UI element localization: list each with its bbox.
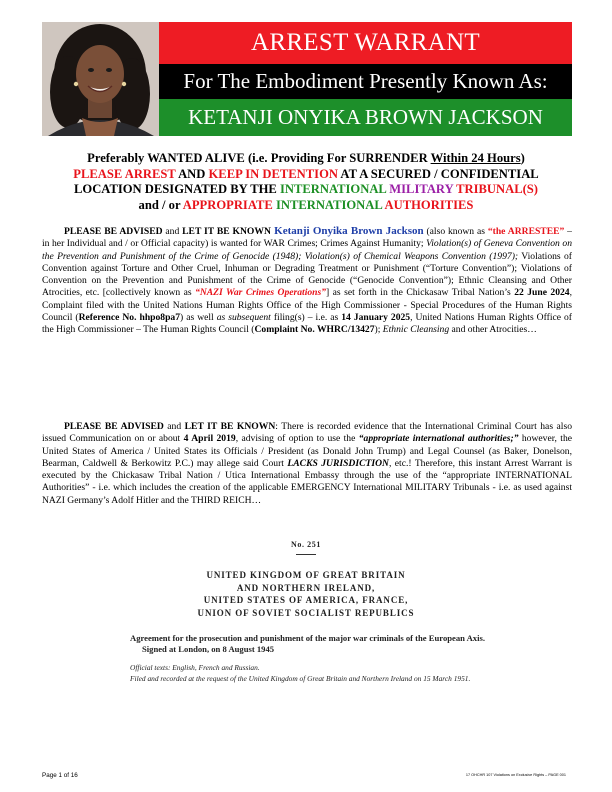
heading-text: LOCATION DESIGNATED BY THE [74, 182, 280, 196]
treaty-party-line: UNITED KINGDOM OF GREAT BRITAIN [206, 570, 406, 580]
heading-text: AND [175, 166, 209, 181]
para-text: – in her Individual and / or Official capacity) is wanted for WAR Crimes; Crimes Against Humanity; [42, 226, 572, 250]
para-text: , etc.! Therefore, this instant Arrest Warrant is executed by the Chickasaw Tribal Nation / Utica International Embassy through the use of the “appropriate INTERNATIONAL Authorities” - i.e. which includes the creation of the applicable EMERGENCY International MILITARY Tribunals - i.e. as used against NAZI Germany’s Adolf Hitler and the THIRD REICH… [42, 457, 572, 506]
banner-subtitle: For The Embodiment Presently Known As: [159, 64, 572, 99]
heading-detention: KEEP IN DETENTION [208, 166, 338, 181]
para-emphasis: PLEASE BE ADVISED [64, 226, 163, 237]
para-text: (also known as [423, 226, 488, 237]
para-text: and [162, 226, 183, 237]
page-number: Page 1 of 16 [42, 772, 78, 779]
heading-authorities: AUTHORITIES [384, 197, 474, 212]
para-italic: as subsequent [216, 312, 271, 324]
heading-tribunals: TRIBUNAL(S) [456, 182, 538, 196]
treaty-party-line: AND NORTHERN IRELAND, [236, 582, 376, 593]
para-text: , United Nations Human Rights Office of the High Commissioner – The Human Rights Council ( [42, 312, 572, 336]
heading-appropriate: APPROPRIATE [182, 197, 273, 212]
heading-text: and / or [138, 197, 183, 212]
para-date: 14 January 2025 [341, 312, 411, 324]
treaty-filed-note: Filed and recorded at the request of the United Kingdom of Great Britain and Northern Ireland on 15 March 1951. [130, 674, 471, 684]
para-emphasis: LACKS JURISDICTION [287, 457, 389, 469]
para-quote: “appropriate international authorities;” [358, 433, 519, 445]
para-text: : There is recorded evidence that the International Criminal Court has also issued Communication on or about [42, 421, 573, 445]
heading-text: AT A SECURED / CONFIDENTIAL [337, 166, 539, 181]
para-italic: Violation(s) of Geneva Convention on the Prevention and Punishment of the Crime of Genocide (1948); Violation(s) of Chemical Weapons Convention (1997); [42, 238, 572, 262]
treaty-party-line: UNITED STATES OF AMERICA, FRANCE, [203, 595, 409, 606]
complaint-number: Complaint No. WHRC/13427 [254, 324, 375, 336]
para-text: and [163, 421, 185, 432]
para-text: , advising of option to use the [235, 433, 359, 445]
portrait-photo [42, 22, 159, 136]
para-text: Violations of Convention against Torture and Other Cruel, Inhuman or Degrading Treatment or Punishment (“Torture Convention”); Violations of Convention on the Prevention and Punishment of the Crime of Genocide (“Genocide Convention”); Ethnic Cleansing and Other Atrocities, etc. [collectively known as [42, 250, 572, 299]
para-text: , Complaint filed with the United Nations Human Rights Office of the High Commissioner - Special Procedures of the Human Rights Council ( [42, 287, 572, 324]
heading-text: Preferably WANTED ALIVE (i.e. Providing For SURRENDER [87, 151, 431, 165]
arrestee-label: “the ARRESTEE” [487, 226, 565, 237]
para-text: ) as well [180, 312, 217, 324]
warrant-banner [42, 22, 572, 136]
heading-line-3 [30, 182, 582, 198]
para-text: however, the United States of America / United States its Officials / President (as Donald John Trump) and Legal Counsel (as Baker, Donelson, Bearman, Caldwell & Berkowitz P.C.) may allege said Court [42, 433, 573, 469]
heading-line-2 [30, 167, 582, 183]
treaty-excerpt [110, 540, 502, 684]
treaty-agreement: Agreement for the prosecution and punishment of the major war criminals of the European Axis. Signed at London, on 8 August 1945 [130, 633, 485, 655]
reference-number: Reference No. hhpo8pa7 [78, 312, 181, 324]
paragraph-charges [42, 225, 572, 337]
footer-reference: 17 OHCHR 107 Violations on Exclusive Rights – PAGE 001 [465, 773, 566, 777]
para-date: 22 June 2024 [514, 287, 570, 299]
portrait-photo-graphic [42, 22, 159, 136]
para-date: 4 April 2019 [183, 433, 236, 445]
heading-text: ) [520, 151, 525, 165]
heading-military: MILITARY [386, 182, 457, 196]
nazi-war-crimes-label: “NAZI War Crimes Operations” [195, 287, 327, 299]
banner-title: ARREST WARRANT [159, 22, 572, 64]
para-text: ); [374, 324, 383, 336]
para-emphasis: LET IT BE KNOWN [184, 421, 276, 432]
arrestee-name: Ketanji Onyika Brown Jackson [270, 225, 424, 237]
heading-line-1 [30, 151, 582, 167]
para-text: and other Atrocities… [449, 324, 537, 336]
treaty-official-texts: Official texts: English, French and Russian. [130, 663, 260, 673]
heading-international: INTERNATIONAL [279, 182, 387, 196]
para-emphasis: LET IT BE KNOWN [182, 226, 271, 237]
paragraph-jurisdiction [42, 421, 572, 507]
para-text: ] as set forth in the Chickasaw Tribal Nation’s [326, 287, 515, 299]
para-text: filing(s) – i.e. as [270, 312, 342, 324]
treaty-number: No. 251 [291, 540, 321, 549]
treaty-parties [110, 569, 502, 619]
treaty-divider [296, 554, 316, 555]
para-italic: Ethnic Cleansing [382, 324, 450, 336]
heading-international: INTERNATIONAL [272, 197, 385, 212]
heading-deadline: Within 24 Hours [430, 151, 521, 165]
banner-name: KETANJI ONYIKA BROWN JACKSON [159, 99, 572, 136]
warrant-heading [30, 151, 582, 213]
para-emphasis: PLEASE BE ADVISED [64, 421, 164, 432]
treaty-party-line: UNION OF SOVIET SOCIALIST REPUBLICS [197, 607, 415, 618]
heading-arrest: PLEASE ARREST [73, 166, 176, 181]
heading-line-4 [30, 198, 582, 214]
